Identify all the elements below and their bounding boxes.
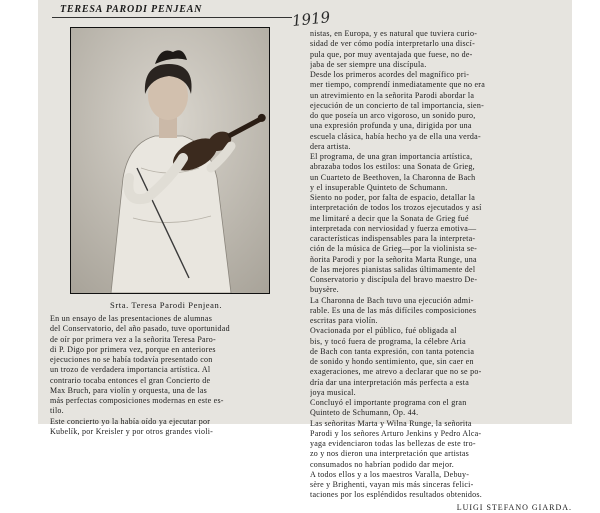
- right-column-line: ción de la música de Grieg—por la violinista se-: [310, 244, 478, 254]
- right-column-line: Conservatorio y discípula del bravo maestro De-: [310, 275, 478, 284]
- right-column-line: Ovacionada por el público, fué obligada al: [310, 326, 457, 336]
- right-column-line: joya musical.: [310, 387, 356, 397]
- right-column-line: dría dar una interpretación más perfecta a esta: [310, 377, 470, 387]
- right-column-line: ejecución de un concierto de tal importancia, sien-: [310, 100, 485, 110]
- handwritten-year: 1919: [291, 8, 332, 30]
- left-column-text: [50, 314, 298, 437]
- right-column-line: un atrevimiento en la señorita Parodi abordar la: [310, 90, 475, 100]
- right-column-line: ñorita Parodi y por la señorita Marta Runge, una: [310, 254, 477, 264]
- right-column-line: rable. Es una de las más difíciles composiciones: [310, 305, 477, 315]
- right-column-line: de sonido y hondo sentimiento, que, sin caer en: [310, 357, 474, 366]
- right-column-line: escuela clásica, había hecho ya de ella una verda-: [310, 131, 481, 141]
- header-rule: [52, 17, 292, 18]
- left-column-line: más perfectas composiciones modernas en este es-: [50, 396, 224, 405]
- right-column-line: sère y Brighenti, vayan mis más sinceras felici-: [310, 480, 474, 489]
- right-column-line: sidad de ver cómo podía interpretarlo una discí-: [310, 39, 476, 49]
- right-column-line: yaga evidenciaron todas las bellezas de este tro-: [310, 439, 476, 448]
- right-column-line: Siento no poder, por falta de espacio, detallar la: [310, 193, 476, 202]
- right-column-line: mer tiempo, comprendí inmediatamente que no era: [310, 80, 486, 90]
- right-column-line: interpretada con nerviosidad y fuerza emotiva—: [310, 223, 477, 233]
- left-column-line: ejecuciones no se había todavía presentado con: [50, 355, 213, 364]
- right-column-line: bis, y tocó fuera de programa, la célebre Aria: [310, 336, 466, 346]
- left-column-line: Este concierto yo la había oído ya ejecutar por: [50, 416, 211, 426]
- right-column-line: un Cuarteto de Beethoven, la Charonna de Bach: [310, 172, 476, 182]
- left-column-line: Max Bruch, para violín y orquesta, una de las: [50, 385, 207, 395]
- left-column-line: del Conservatorio, del año pasado, tuve oportunidad: [50, 324, 230, 334]
- right-column-line: Desde los primeros acordes del magnífico pri-: [310, 70, 470, 79]
- right-column-line: exageraciones, me atrevo a declarar que no se po-: [310, 367, 482, 377]
- right-column-line: Quinteto de Schumann, Op. 44.: [310, 408, 419, 418]
- left-column-line: de oír por primera vez a la señorita Teresa Paro-: [50, 334, 216, 344]
- right-column-line: de las mejores pianistas salidas últimamente del: [310, 264, 476, 274]
- portrait-photo: [70, 27, 270, 294]
- left-column-line: tilo.: [50, 406, 64, 416]
- right-column-line: taciones por los espléndidos resultados obtenidos.: [310, 490, 483, 500]
- right-column-line: me limitaré a decir que la Sonata de Grieg fué: [310, 213, 469, 223]
- right-column-line: jaba de ser siempre una discípula.: [310, 59, 427, 69]
- left-column-line: di P. Digo por primera vez, porque en anteriores: [50, 344, 216, 354]
- right-column-line: Las señoritas Marta y Wilna Runge, la señorita: [310, 418, 472, 428]
- right-column-line: do que poseía un arco vigoroso, un sonido puro,: [310, 111, 476, 120]
- right-column-line: de Bach con tanta expresión, con tanta potencia: [310, 346, 475, 356]
- right-column-line: El programa, de una gran importancia artística,: [310, 152, 473, 161]
- right-column-line: y el insuperable Quinteto de Schumann.: [310, 182, 448, 192]
- right-column-line: Parodi y los señores Arturo Jenkins y Pedro Alca-: [310, 428, 482, 438]
- right-column-line: A todos ellos y a los maestros Varalla, Debuy-: [310, 469, 470, 479]
- right-column-line: interpretación de todos los trozos ejecutados y así: [310, 203, 482, 213]
- right-column-line: La Charonna de Bach tuvo una ejecución admi-: [310, 295, 474, 305]
- violinist-portrait-illustration: [71, 28, 269, 293]
- right-column-line: abrazaba todos los estilos: una Sonata de Grieg,: [310, 162, 475, 172]
- right-column-line: pula que, por muy aventajada que fuese, no de-: [310, 49, 473, 59]
- right-column-line: zo y nos dieron una interpretación que artistas: [310, 449, 470, 459]
- left-column-line: Kubelík, por Kreisler y por otros grandes violi-: [50, 426, 214, 436]
- left-column-line: un trozo de verdadera importancia artística. Al: [50, 365, 211, 375]
- right-column-line: nistas, en Europa, y es natural que tuviera curio-: [310, 29, 478, 38]
- right-column-text: [310, 29, 572, 513]
- right-column-line: características indispensables para la interpreta-: [310, 234, 476, 243]
- left-column-line: En un ensayo de las presentaciones de alumnas: [50, 314, 213, 323]
- right-column-line: dera artista.: [310, 141, 351, 151]
- left-column-line: contrario tocaba entonces el gran Concierto de: [50, 375, 211, 385]
- photo-caption: Srta. Teresa Parodi Penjean.: [110, 300, 223, 310]
- right-column-line: consumados no habrían podido dar mejor.: [310, 459, 454, 469]
- right-column-line: una expresión profunda y una, dirigida por una: [310, 121, 472, 131]
- right-column-line: buysère.: [310, 285, 339, 295]
- author-signature: LUIGI STEFANO GIARDA.: [456, 502, 572, 512]
- right-column-line: escritas para violín.: [310, 316, 378, 325]
- right-column-line: Concluyó el importante programa con el gran: [310, 398, 467, 407]
- article-header: TERESA PARODI PENJEAN: [60, 4, 203, 15]
